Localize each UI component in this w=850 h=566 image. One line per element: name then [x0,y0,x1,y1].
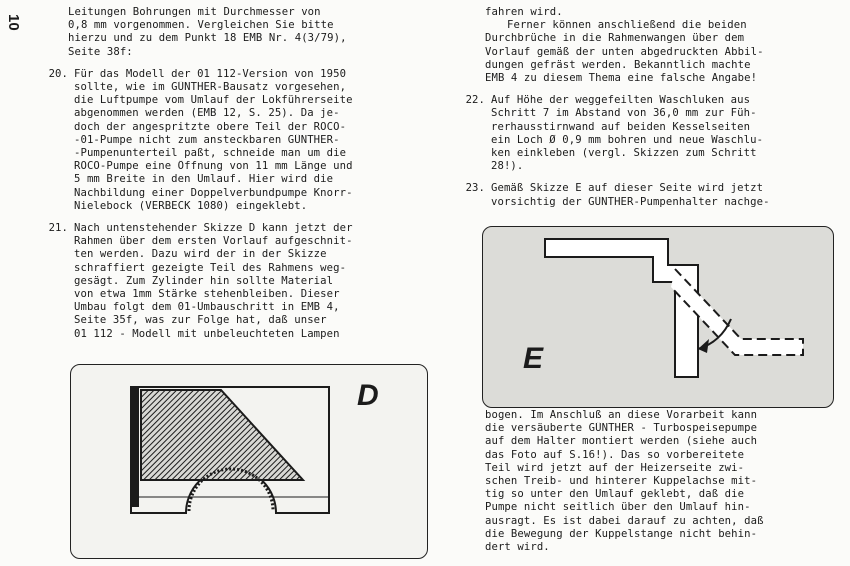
text-line: schraffiert gezeigte Teil des Rahmens weg- [74,261,347,274]
text-line: Umbau folgt dem 01-Umbauschritt in EMB 4, [74,301,340,314]
step-number: 21. [48,222,68,235]
text-line: vorsichtig der GÜNTHER-Pumpenhalter nachge- [491,195,770,208]
text-line: ein Loch Ø 0,9 mm bohren und neue Waschlu- [491,133,764,146]
text-line: Schritt 7 im Abstand von 36,0 mm zur Füh- [491,107,757,120]
text-line: Auf Höhe der weggefeilten Waschluken aus [491,94,751,107]
sketch-e-label: E [523,342,544,375]
text-line: abgenommen werden (EMB 12, S. 25). Da je- [74,107,340,120]
text-line: -Pumpenunterteil paßt, schneide man um die [74,147,347,160]
text-line: Seite 38f: [68,45,133,58]
page-number: 10 [5,14,22,31]
text-line: von etwa 1mm Stärke stehenbleiben. Dieser [74,288,340,301]
text-line: die Bewegung der Kuppelstange nicht behin- [485,527,758,540]
text-line: Gemäß Skizze E auf dieser Seite wird jetzt [491,182,764,195]
step-21 [34,222,434,341]
text-line: Leitungen Bohrungen mit Durchmesser von [68,6,321,18]
step-text [74,68,434,213]
text-line: 01 112 - Modell mit unbeleuchteten Lampen [74,327,340,340]
text-line: Pumpe nicht seitlich über den Umlauf hin- [485,501,751,514]
step-number: 22. [465,94,485,107]
text-line: EMB 4 zu diesem Thema eine falsche Angabe! [485,72,758,85]
text-line: dert wird. [485,541,550,554]
text-line: gesägt. Zum Zylinder hin sollte Material [74,274,334,287]
left-column [34,6,434,341]
text-line: die Luftpumpe vom Umlauf der Lokführerseite [74,94,353,107]
text-line: hierzu und zu dem Punkt 18 EMB Nr. 4(3/79), [68,32,347,45]
text-line: Ferner können anschließend die beiden [507,19,747,32]
text-line: 5 mm Breite in den Umlauf. Hier wird die [74,173,334,186]
text-line: doch der angespritzte obere Teil der ROCO- [74,120,347,133]
sketch-d-label: D [357,379,379,412]
step-22 [451,94,837,173]
text-line: auf dem Halter montiert werden (siehe auch [485,435,758,448]
step-text [74,222,434,341]
text-line: Durchbrüche in die Rahmenwangen über dem [485,32,745,45]
text-line: ten werden. Dazu wird der in der Skizze [74,248,327,261]
right-intro-paragraph [451,6,837,85]
text-line: Rahmen über dem ersten Vorlauf aufgeschnit- [74,235,353,248]
right-continuation [485,409,837,554]
text-line: tig so unter den Umlauf geklebt, daß die [485,488,745,501]
step-number: 23. [465,182,485,195]
text-line: die versäuberte GÜNTHER - Turbospeisepumpe [485,422,758,435]
text-line: rerhausstirnwand auf beiden Kesselseiten [491,120,751,133]
step-20 [34,68,434,213]
left-intro-paragraph [34,6,434,59]
step-23 [451,182,837,208]
sketch-d-frame-cut [70,364,428,559]
text-line: Nachbildung einer Doppelverbundpumpe Knorr- [74,186,353,199]
sketch-e-pump-holder [482,226,834,408]
text-line: sollte, wie im GÜNTHER-Bausatz vorgesehen, [74,81,347,94]
text-line: dungen gefräst werden. Bekanntlich machte [485,58,751,71]
text-line: -01-Pumpe nicht zum ansteckbaren GÜNTHER- [74,133,340,146]
text-line: Seite 35f, was zur Folge hat, daß unser [74,314,327,327]
text-line: ROCO-Pumpe eine Öffnung von 11 mm Länge und [74,160,353,173]
text-line: ausragt. Es ist dabei darauf zu achten, daß [485,514,764,527]
text-line: 0,8 mm vorgenommen. Vergleichen Sie bitte [68,19,334,32]
text-line: Teil wird jetzt auf der Heizerseite zwi- [485,461,745,474]
text-line: Nach untenstehender Skizze D kann jetzt der [74,222,353,235]
text-line: ken einkleben (vergl. Skizzen zum Schritt [491,147,757,160]
right-column [451,6,837,209]
text-line: das Foto auf S.16!). Das so vorbereitete [485,448,745,461]
step-number: 20. [48,67,68,80]
step-text [491,94,837,173]
text-line: Für das Modell der 01 112-Version von 1950 [74,67,347,80]
text-line: 28!). [491,160,524,173]
text-line: fahren wird. [485,6,563,18]
text-line: bogen. Im Anschluß an diese Vorarbeit kann [485,409,758,421]
text-line: Vorlauf gemäß der unten abgedruckten Abbil- [485,45,764,58]
text-line: schen Treib- und hinterer Kuppelachse mit- [485,475,758,488]
step-text [491,182,837,208]
sketch-e-drawing [483,227,833,407]
text-line: Nielebock (VERBECK 1080) eingeklebt. [74,199,308,212]
